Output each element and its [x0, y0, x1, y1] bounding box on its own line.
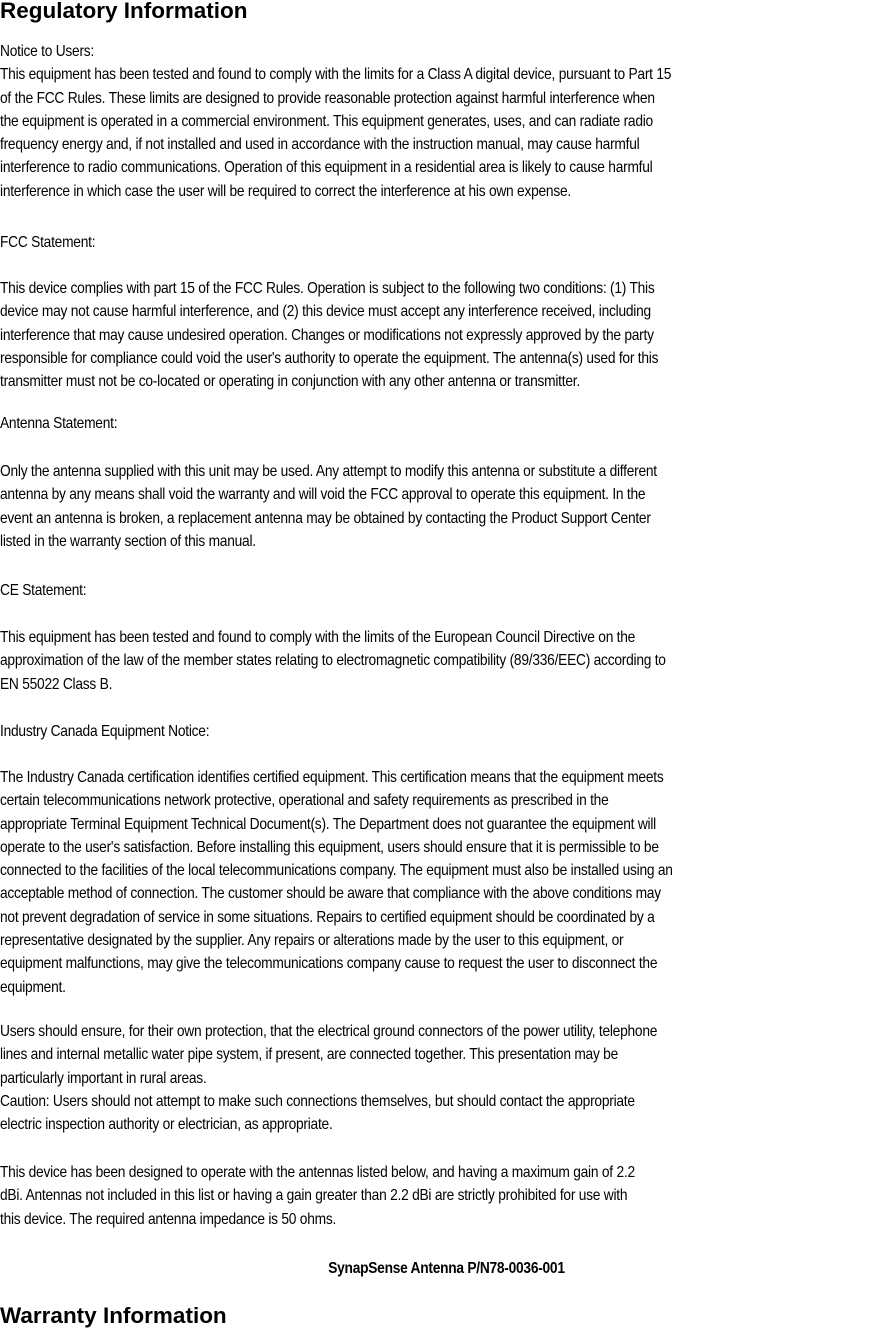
gain-line: dBi. Antennas not included in this list or having a gain greater than 2.2 dBi are strictly prohibited for use with — [0, 1187, 628, 1205]
ground-line: lines and internal metallic water pipe system, if present, are connected together. This presentation may be — [0, 1046, 619, 1064]
antenna-label-text: Antenna Statement: — [0, 415, 118, 432]
ground-line: particularly important in rural areas. — [0, 1069, 207, 1087]
fcc-line: device may not cause harmful interference, and (2) this device must accept any interference received, including — [0, 303, 651, 321]
page-title: Regulatory Information — [0, 0, 248, 23]
ce-line: approximation of the law of the member states relating to electromagnetic compatibility (89/336/EEC) according to — [0, 652, 666, 670]
fcc-line: interference that may cause undesired operation. Changes or modifications not expressly approved by the party — [0, 326, 654, 344]
notice-label: Notice to Users: — [0, 43, 95, 60]
ic-line: operate to the user's satisfaction. Before installing this equipment, users should ensure that it is permissible to be — [0, 838, 659, 856]
ic-line: connected to the facilities of the local telecommunications company. The equipment must also be installed using an — [0, 862, 673, 880]
ground-section — [0, 1020, 768, 1136]
notice-line: frequency energy and, if not installed and used in accordance with the instruction manual, may cause harmful — [0, 136, 640, 154]
notice-line: the equipment is operated in a commercial environment. This equipment generates, uses, and can radiate radio — [0, 112, 653, 130]
ic-line: representative designated by the supplier. Any repairs or alterations made by the user to this equipment, or — [0, 932, 624, 950]
warranty-title: Warranty Information — [0, 1303, 227, 1328]
ground-line: Users should ensure, for their own protection, that the electrical ground connectors of the power utility, telephone — [0, 1023, 658, 1040]
fcc-line: responsible for compliance could void the user's authority to operate the equipment. The antenna(s) used for this — [0, 349, 659, 367]
notice-line: of the FCC Rules. These limits are designed to provide reasonable protection against harmful interference when — [0, 89, 655, 107]
antenna-part-number — [0, 1257, 893, 1280]
ce-line: EN 55022 Class B. — [0, 675, 113, 693]
antenna-line: Only the antenna supplied with this unit may be used. Any attempt to modify this antenna or substitute a different — [0, 463, 657, 480]
notice-line: This equipment has been tested and found to comply with the limits for a Class A digital device, pursuant to Part 15 — [0, 66, 672, 84]
gain-section — [0, 1161, 768, 1231]
gain-line: This device has been designed to operate with the antennas listed below, and having a maximum gain of 2.2 — [0, 1164, 635, 1181]
notice-section — [0, 40, 768, 203]
ic-line: certain telecommunications network protective, operational and safety requirements as prescribed in the — [0, 792, 609, 810]
fcc-label-text: FCC Statement: — [0, 234, 96, 251]
fcc-section — [0, 277, 768, 393]
ic-line: equipment. — [0, 978, 66, 996]
notice-line: interference in which case the user will be required to correct the interference at his own expense. — [0, 182, 571, 200]
ce-line: This equipment has been tested and found to comply with the limits of the European Council Directive on the — [0, 629, 636, 646]
notice-line: interference to radio communications. Operation of this equipment in a residential area is likely to cause harmful — [0, 159, 653, 177]
ic-label — [0, 720, 768, 743]
caution-line: Caution: Users should not attempt to make such connections themselves, but should contact the appropriate — [0, 1092, 635, 1110]
ce-section — [0, 626, 768, 696]
fcc-label — [0, 231, 768, 254]
ic-line: equipment malfunctions, may give the telecommunications company cause to request the user to disconnect the — [0, 955, 658, 973]
fcc-line: This device complies with part 15 of the FCC Rules. Operation is subject to the following two conditions: (1) This — [0, 280, 655, 297]
antenna-line: listed in the warranty section of this manual. — [0, 532, 256, 550]
gain-line: this device. The required antenna impedance is 50 ohms. — [0, 1210, 337, 1228]
ce-label-text: CE Statement: — [0, 582, 87, 599]
ce-label — [0, 579, 768, 602]
ic-line: not prevent degradation of service in some situations. Repairs to certified equipment should be coordinated by a — [0, 908, 655, 926]
ic-line: The Industry Canada certification identifies certified equipment. This certification means that the equipment meets — [0, 769, 664, 786]
ic-section — [0, 766, 768, 999]
caution-line: electric inspection authority or electrician, as appropriate. — [0, 1116, 333, 1134]
ic-line: acceptable method of connection. The customer should be aware that compliance with the above conditions may — [0, 885, 661, 903]
antenna-label — [0, 412, 768, 435]
antenna-line: antenna by any means shall void the warranty and will void the FCC approval to operate this equipment. In the — [0, 486, 646, 504]
fcc-line: transmitter must not be co-located or operating in conjunction with any other antenna or transmitter. — [0, 373, 580, 391]
antenna-line: event an antenna is broken, a replacement antenna may be obtained by contacting the Product Support Center — [0, 509, 651, 527]
ic-line: appropriate Terminal Equipment Technical Document(s). The Department does not guarantee the equipment will — [0, 815, 656, 833]
antenna-section — [0, 460, 768, 553]
ic-label-text: Industry Canada Equipment Notice: — [0, 723, 210, 740]
antenna-part-number-text: SynapSense Antenna P/N78-0036-001 — [328, 1260, 565, 1277]
